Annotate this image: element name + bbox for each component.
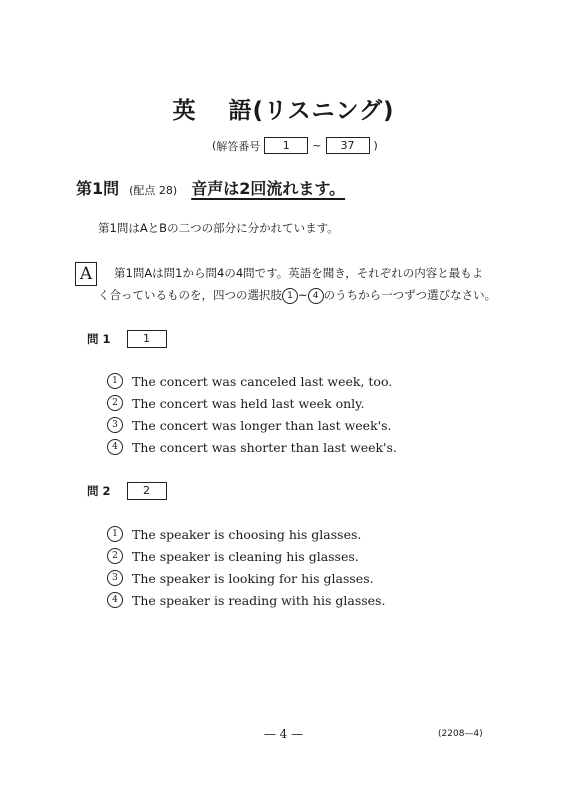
question-label: 問 2 bbox=[87, 484, 111, 498]
choice-text: The concert was longer than last week's. bbox=[132, 417, 392, 433]
answer-range-end-box: 37 bbox=[326, 137, 370, 154]
question-2-heading bbox=[87, 482, 167, 500]
choice-item bbox=[107, 395, 365, 411]
circled-number-icon: 4 bbox=[308, 288, 324, 304]
choice-item bbox=[107, 526, 361, 542]
part-a-instruction-line2: く合っているものを，四つの選択肢 1 ~ 4 のうちから一つずつ選びなさい。 bbox=[98, 288, 497, 302]
choice-item bbox=[107, 592, 385, 608]
circled-number-icon: 1 bbox=[107, 526, 123, 542]
choice-text: The speaker is looking for his glasses. bbox=[132, 570, 374, 586]
choice-text: The concert was canceled last week, too. bbox=[132, 373, 393, 389]
circled-number-icon: 2 bbox=[107, 395, 123, 411]
choice-text: The speaker is choosing his glasses. bbox=[132, 526, 362, 542]
part-a-instruction-line1: 第1問Aは問1から問4の4問です。英語を聞き，それぞれの内容と最もよ bbox=[114, 266, 484, 280]
choice-item bbox=[107, 570, 374, 586]
question-label: 問 1 bbox=[87, 332, 111, 346]
answer-range: ( 解答番号 1 ~ 37 ) bbox=[212, 139, 378, 153]
choice-text: The speaker is cleaning his glasses. bbox=[132, 548, 359, 564]
circled-number-icon: 3 bbox=[107, 570, 123, 586]
section-label: 第1問 bbox=[76, 179, 120, 198]
page-code: (2208—4) bbox=[438, 729, 483, 739]
circled-number-icon: 4 bbox=[107, 439, 123, 455]
circled-number-icon: 1 bbox=[282, 288, 298, 304]
section-heading bbox=[76, 176, 345, 199]
choice-item bbox=[107, 439, 397, 455]
circled-number-icon: 1 bbox=[107, 373, 123, 389]
section-intro: 第1問はAとBの二つの部分に分かれています。 bbox=[98, 221, 339, 235]
choice-text: The concert was held last week only. bbox=[132, 395, 365, 411]
question-1-heading bbox=[87, 330, 167, 348]
choice-item bbox=[107, 373, 392, 389]
choice-item bbox=[107, 548, 359, 564]
answer-number-box: 1 bbox=[127, 330, 167, 348]
choice-text: The concert was shorter than last week's. bbox=[132, 439, 397, 455]
circled-number-icon: 4 bbox=[107, 592, 123, 608]
choice-text: The speaker is reading with his glasses. bbox=[132, 592, 386, 608]
answer-number-box: 2 bbox=[127, 482, 167, 500]
page-number: — 4 — bbox=[263, 727, 304, 741]
answer-range-label: 解答番号 bbox=[216, 139, 261, 153]
section-points: (配点 28) bbox=[129, 184, 178, 197]
part-a-label: A bbox=[75, 262, 97, 286]
title-subject: 英 bbox=[172, 98, 197, 124]
answer-range-start-box: 1 bbox=[264, 137, 308, 154]
choice-item bbox=[107, 417, 391, 433]
title-rest: 語(リスニング) bbox=[228, 98, 395, 124]
circled-number-icon: 3 bbox=[107, 417, 123, 433]
audio-note: 音声は2回流れます。 bbox=[191, 179, 346, 198]
page-title bbox=[0, 92, 567, 125]
circled-number-icon: 2 bbox=[107, 548, 123, 564]
answer-range-separator: ~ bbox=[312, 139, 322, 152]
